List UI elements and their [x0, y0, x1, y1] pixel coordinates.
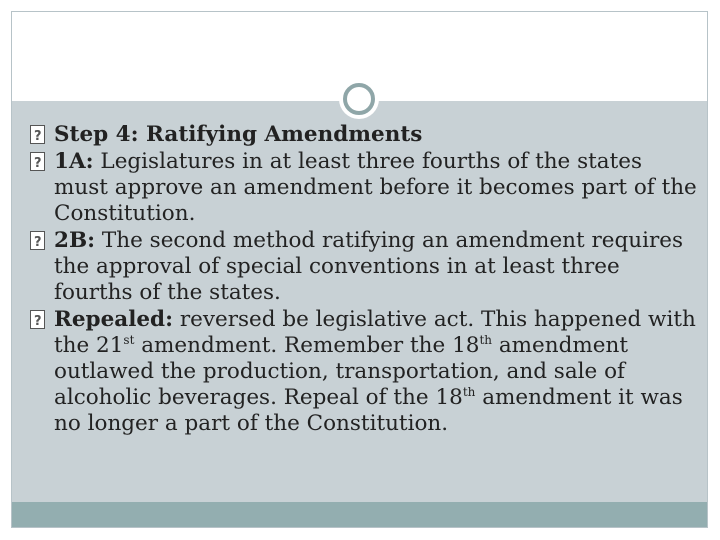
bullet-2b — [30, 228, 700, 306]
bullet-text-part: reversed be legislative act. This happened with the 21 — [54, 307, 696, 358]
missing-glyph-box-icon — [30, 152, 45, 171]
slide-heading: Step 4: Ratifying Amendments — [54, 122, 423, 147]
bullet-text-part: amendment. Remember the 18 — [134, 333, 480, 358]
bullet-heading — [30, 122, 700, 148]
bullet-label: Repealed: — [54, 307, 174, 332]
bullet-text-part: amendment outlawed the production, transportation, and sale of alcoholic beverages. Repeal of the 18 — [54, 333, 628, 410]
superscript: th — [462, 385, 476, 399]
missing-glyph-box-icon — [30, 310, 45, 329]
bullet-label: 2B: — [54, 228, 96, 253]
slide-body — [30, 122, 700, 438]
bullet-label: 1A: — [54, 149, 94, 174]
missing-glyph-box-icon — [30, 125, 45, 144]
bullet-repealed — [30, 307, 700, 437]
bullet-text: The second method ratifying an amendment requires the approval of special conventions in at least three fourths of the states. — [54, 228, 684, 305]
bullet-text-part: amendment it was no longer a part of the Constitution. — [54, 385, 683, 436]
circle-ring-icon — [343, 83, 375, 115]
missing-glyph-box-icon — [30, 231, 45, 250]
superscript: th — [479, 333, 493, 347]
superscript: st — [123, 333, 135, 347]
bullet-text: Legislatures in at least three fourths of the states must approve an amendment before it becomes part of the Constitution. — [54, 149, 697, 226]
bullet-1a — [30, 149, 700, 227]
